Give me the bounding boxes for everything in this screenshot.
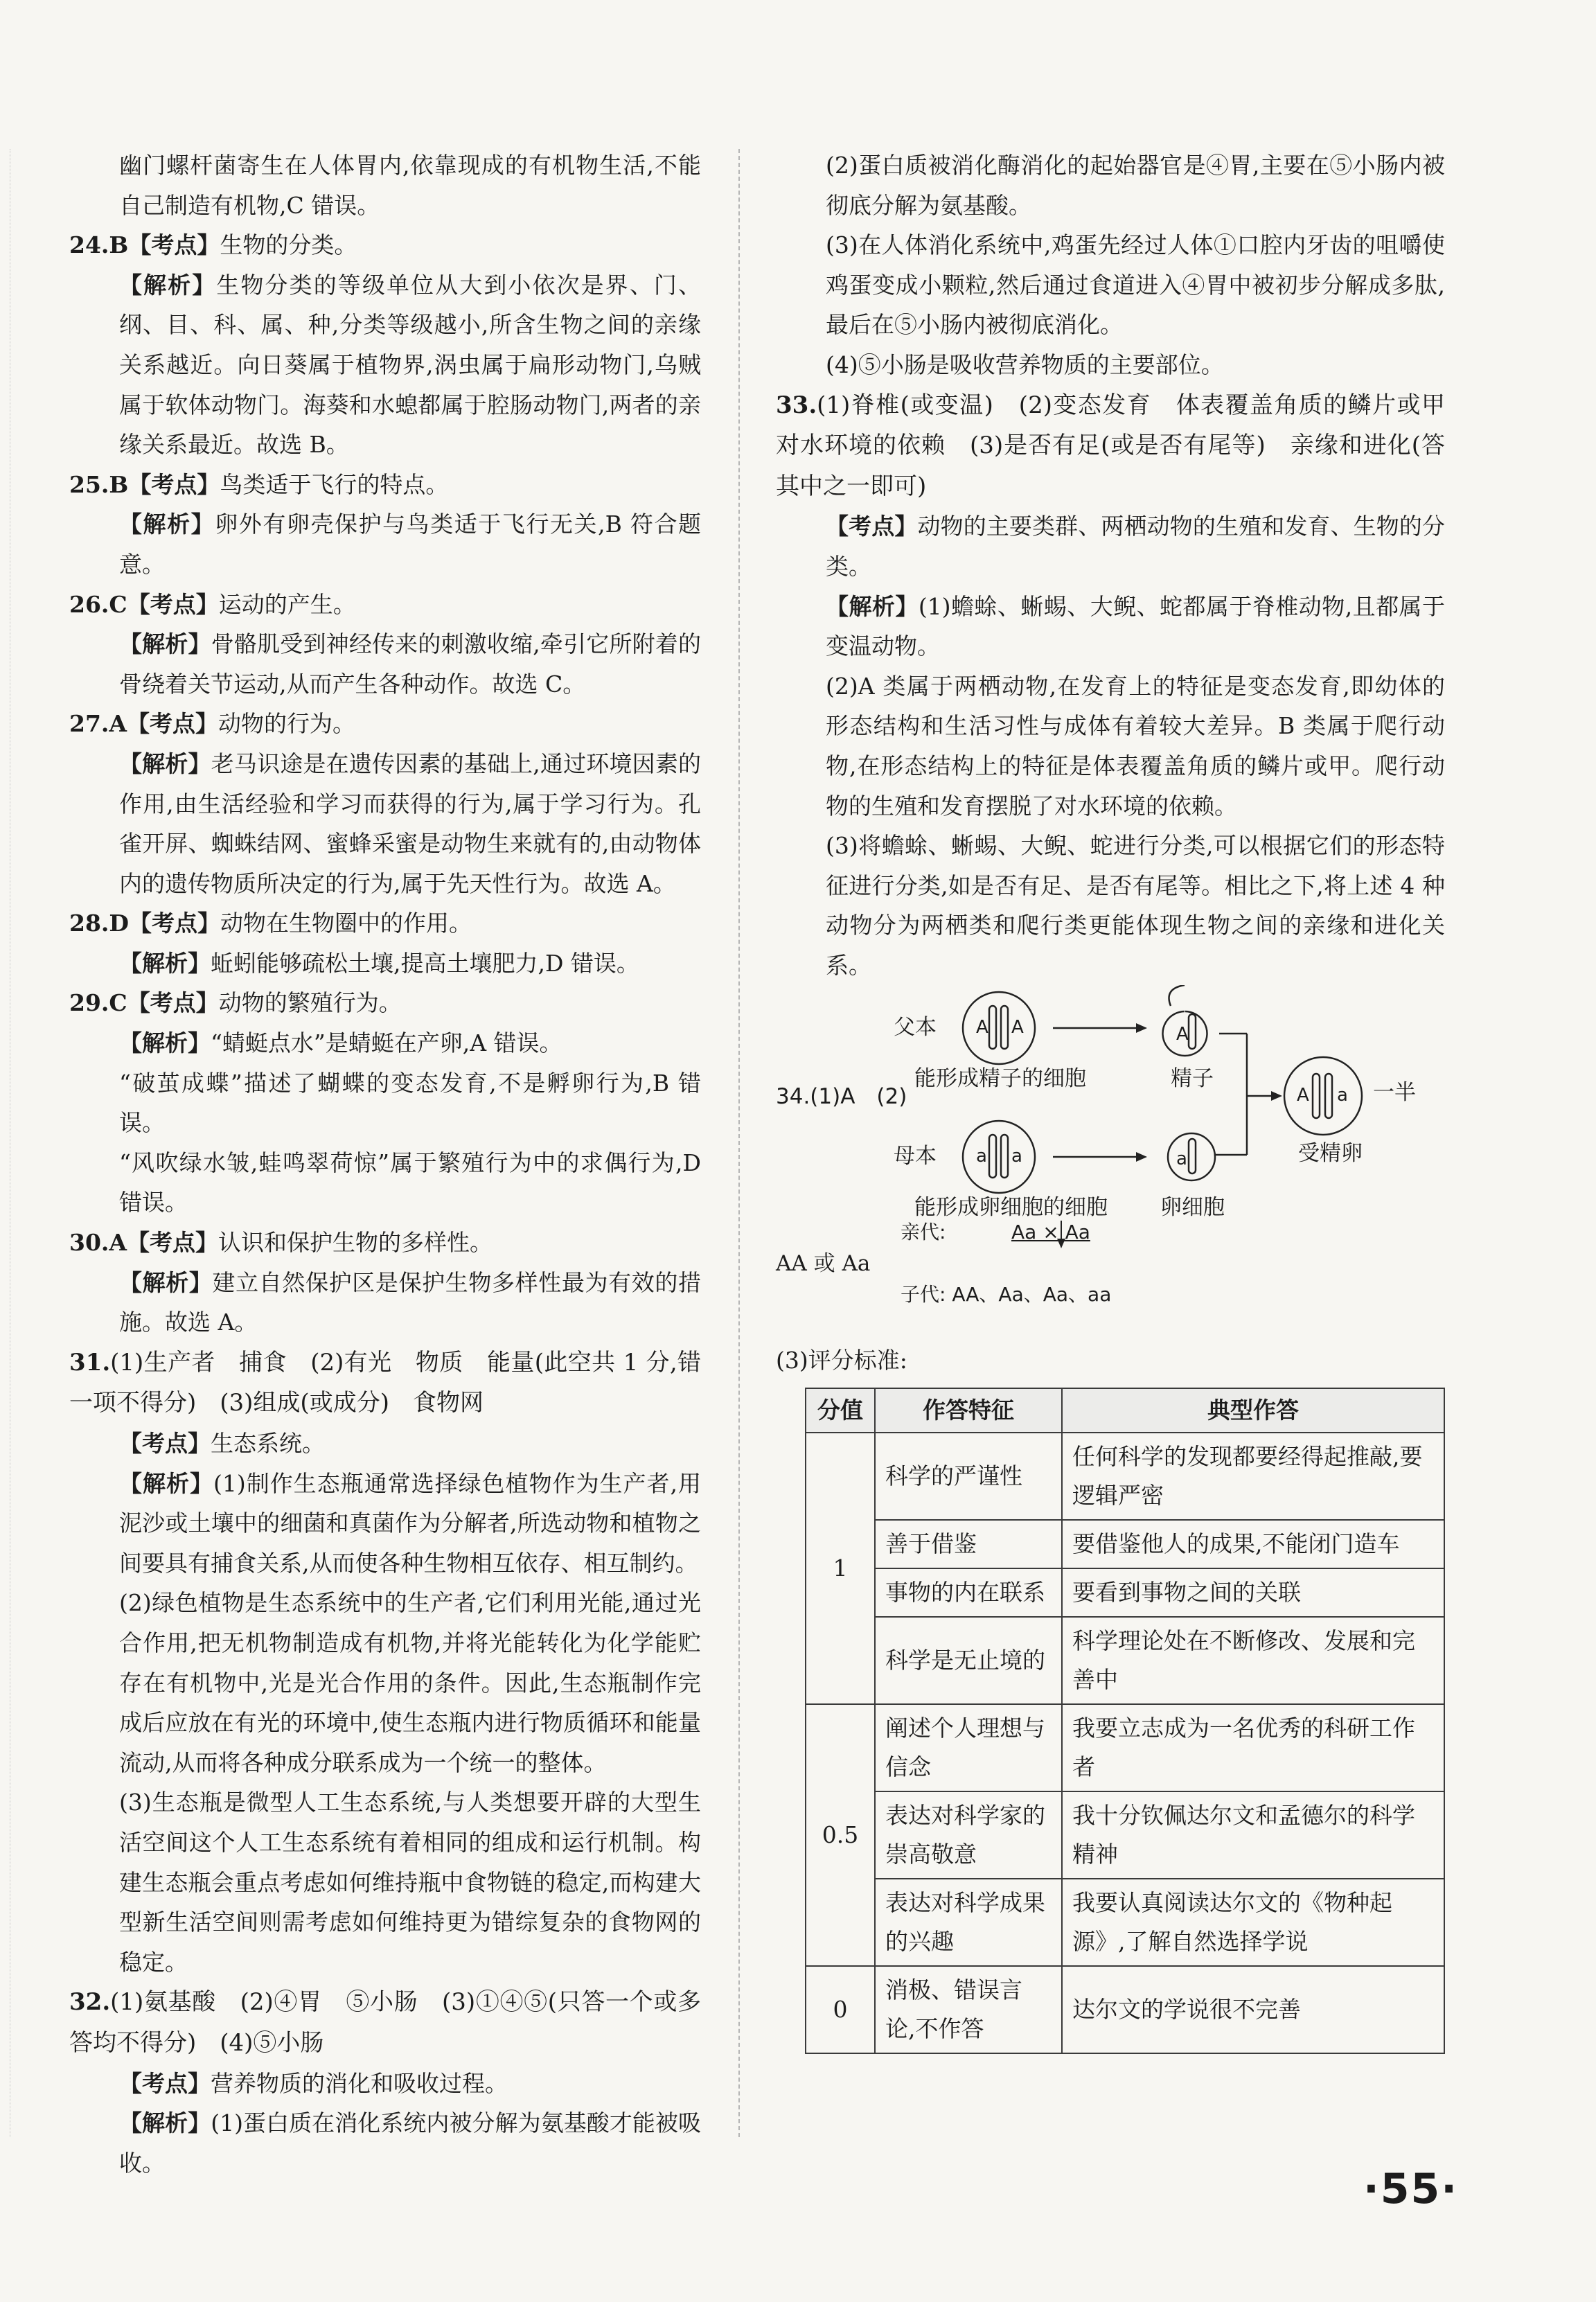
paragraph-text: 鸟类适于飞行的特点。 (220, 470, 449, 498)
paragraph (776, 225, 1445, 345)
question-number: 29.C (69, 989, 127, 1017)
paragraph-text: 动物的主要类群、两栖动物的生殖和发育、生物的分类。 (826, 513, 1446, 580)
paragraph-text: (1)蟾蜍、蜥蜴、大鲵、蛇都属于脊椎动物,且都属于变温动物。 (826, 592, 1446, 660)
mother-chromosome-right (1001, 1135, 1008, 1178)
jiexi-tag: 【解析】 (119, 949, 211, 977)
egg-cell-label: 能形成卵细胞的细胞 (914, 1195, 1108, 1221)
jiexi-tag: 【解析】 (119, 1268, 213, 1296)
paragraph-text: 认识和保护生物的多样性。 (218, 1229, 493, 1257)
example-cell: 我十分钦佩达尔文和孟德尔的科学精神 (1062, 1791, 1444, 1879)
table-row (806, 1433, 1444, 1520)
jiexi-tag: 【解析】 (119, 511, 215, 538)
paragraph-text: 蚯蚓能够疏松土壤,提高土壤肥力,D 错误。 (211, 949, 639, 977)
example-cell: 要看到事物之间的关联 (1062, 1568, 1444, 1617)
sperm-chromosome (1189, 1014, 1196, 1049)
feature-cell: 表达对科学家的崇高敬意 (875, 1791, 1062, 1879)
kaodian-tag: 【考点】 (119, 1430, 211, 1457)
father-chromosome-left (989, 1006, 996, 1049)
kaodian-tag: 【考点】 (127, 1229, 219, 1257)
paragraph (69, 1343, 701, 1424)
paragraph-text: 动物的行为。 (218, 710, 356, 738)
paragraph-text: “风吹绿水皱,蛙鸣翠荷惊”属于繁殖行为中的求偶行为,D 错误。 (119, 1149, 701, 1216)
paragraph-text: (2)A 类属于两栖动物,在发育上的特征是变态发育,即幼体的形态结构和生活习性与成体有着较大差异。B 类属于爬行动物,在形态结构上的特征是体表覆盖角质的鳞片或甲。爬行动物的生殖和发育摆脱了对水环境的依赖。 (826, 672, 1445, 820)
father-label: 父本 (894, 1015, 937, 1041)
question-number: 31. (69, 1348, 111, 1376)
paragraph-text: (1)蛋白质在消化系统内被分解为氨基酸才能被吸收。 (119, 2109, 702, 2177)
zygote-shape (1284, 1057, 1362, 1135)
example-cell: 我要认真阅读达尔文的《物种起源》,了解自然选择学说 (1062, 1879, 1444, 1966)
paragraph (776, 145, 1445, 225)
kaodian-tag: 【考点】 (127, 989, 219, 1017)
feature-cell: 阐述个人理想与信念 (875, 1704, 1062, 1791)
paragraph (776, 587, 1445, 666)
paragraph (69, 1424, 701, 1464)
paragraph (69, 2064, 701, 2104)
paragraph (69, 465, 701, 505)
egg-label: 卵细胞 (1160, 1195, 1225, 1221)
paragraph (69, 1782, 701, 1982)
paragraph-text: (3)将蟾蜍、蜥蜴、大鲵、蛇进行分类,可以根据它们的形态特征进行分类,如是否有足、是否有尾等。相比之下,将上述 4 种动物分为两栖类和爬行类更能体现生物之间的亲缘和进化关系。 (826, 832, 1445, 979)
kaodian-tag: 【考点】 (128, 231, 220, 259)
half-label: 一半 (1373, 1080, 1416, 1106)
paragraph (69, 504, 701, 584)
feature-cell: 科学的严谨性 (875, 1433, 1062, 1520)
paragraph-text: (2)绿色植物是生态系统中的生产者,它们利用光能,通过光合作用,把无机物制造成有机物,并将光能转化为化学能贮存在有机物中,光是光合作用的条件。因此,生态瓶制作完成后应放在有光的环境中,使生态瓶内进行物质循环和能量流动,从而将各种成分联系成为一个统一的整体。 (119, 1589, 701, 1776)
table-header: 分值 (806, 1388, 875, 1433)
question-number: 27.A (69, 710, 127, 738)
sperm-cell-label: 能形成精子的细胞 (914, 1066, 1086, 1092)
kaodian-tag: 【考点】 (128, 470, 220, 498)
q34-answer3: AA 或 Aa (776, 1251, 871, 1277)
zygote-arrow-head (1271, 1091, 1282, 1101)
paragraph (69, 1143, 701, 1223)
example-cell: 任何科学的发现都要经得起推敲,要逻辑严密 (1062, 1433, 1444, 1520)
zygote-chromosome-right (1325, 1074, 1332, 1118)
score-value-cell: 1 (806, 1433, 875, 1704)
table-header: 典型作答 (1062, 1388, 1444, 1433)
right-column (776, 145, 1469, 2054)
score-value-cell: 0 (806, 1966, 875, 2053)
paragraph (69, 1023, 701, 1063)
genetics-diagram-svg (776, 985, 1445, 1259)
table-row (806, 1791, 1444, 1879)
scoring-title: (3)评分标准: (776, 1347, 907, 1374)
answer-text: (1)生产者 捕食 (2)有光 物质 能量(此空共 1 分,错一项不得分) (3)组成(或成分) 食物网 (69, 1348, 701, 1417)
left-column (69, 145, 701, 2183)
mother-gene-left: a (976, 1146, 987, 1167)
paragraph-text: 运动的产生。 (218, 590, 356, 618)
kaodian-tag: 【考点】 (826, 513, 918, 540)
example-cell: 达尔文的学说很不完善 (1062, 1966, 1444, 2053)
paragraph-text: (2)蛋白质被消化酶消化的起始器官是④胃,主要在⑤小肠内被彻底分解为氨基酸。 (826, 152, 1445, 219)
feature-cell: 科学是无止境的 (875, 1617, 1062, 1704)
paragraph-text: “破茧成蝶”描述了蝴蝶的变态发育,不是孵卵行为,B 错误。 (119, 1069, 701, 1137)
zygote-chromosome-left (1313, 1074, 1320, 1118)
table-row (806, 1617, 1444, 1704)
jiexi-tag: 【解析】 (119, 1029, 211, 1057)
table-row (806, 1966, 1444, 2053)
egg-gene: a (1176, 1149, 1187, 1170)
mother-chromosome-left (989, 1135, 996, 1178)
paragraph-text: (3)生态瓶是微型人工生态系统,与人类想要开辟的大型生活空间这个人工生态系统有着相同的组成和运行机制。构建生态瓶会重点考虑如何维持瓶中食物链的稳定,而构建大型新生活空间则需考虑如何维持更为错综复杂的食物网的稳定。 (119, 1789, 701, 1976)
paragraph (69, 1583, 701, 1782)
answer-text: (1)氨基酸 (2)④胃 ⑤小肠 (3)①④⑤(只答一个或多答均不得分) (4)⑤小肠 (69, 1988, 701, 2057)
paragraph (69, 585, 701, 625)
paragraph-text: 营养物质的消化和吸收过程。 (211, 2069, 508, 2097)
paragraph (69, 225, 701, 265)
paragraph (69, 903, 701, 944)
paragraph-text: 生态系统。 (211, 1430, 325, 1457)
zygote-label: 受精卵 (1298, 1141, 1363, 1167)
mother-cell-shape (963, 1121, 1035, 1193)
feature-cell: 表达对科学成果的兴趣 (875, 1879, 1062, 1966)
paragraph (69, 145, 701, 225)
genetics-diagram (776, 985, 1445, 1259)
father-gene-right: A (1011, 1017, 1024, 1038)
father-arrow-head (1136, 1023, 1147, 1033)
question-number: 32. (69, 1988, 111, 2017)
paragraph-text: 动物在生物圈中的作用。 (220, 910, 472, 937)
sperm-shape (1163, 985, 1207, 1056)
paragraph (69, 1263, 701, 1343)
table-row (806, 1704, 1444, 1791)
egg-chromosome (1189, 1139, 1196, 1174)
example-cell: 我要立志成为一名优秀的科研工作者 (1062, 1704, 1444, 1791)
paragraph-text: 动物的繁殖行为。 (218, 989, 402, 1017)
paragraph (69, 265, 701, 465)
zygote-gene-left: A (1297, 1085, 1309, 1106)
paragraph (776, 666, 1445, 826)
table-header: 作答特征 (875, 1388, 1062, 1433)
paragraph-text: (4)⑤小肠是吸收营养物质的主要部位。 (826, 351, 1224, 378)
feature-cell: 善于借鉴 (875, 1520, 1062, 1568)
paragraph (69, 1982, 701, 2063)
father-gene-left: A (976, 1017, 988, 1038)
paragraph-text: (3)在人体消化系统中,鸡蛋先经过人体①口腔内牙齿的咀嚼使鸡蛋变成小颗粒,然后通过食道进入④胃中被初步分解成多肽,最后在⑤小肠内被彻底消化。 (826, 231, 1445, 339)
q34-lead: 34.(1)A (2) (776, 1084, 907, 1110)
table-row (806, 1879, 1444, 1966)
jiexi-tag: 【解析】 (119, 750, 211, 777)
paragraph (69, 1464, 701, 1584)
scoring-table (805, 1388, 1445, 2054)
paragraph-text: 老马识途是在遗传因素的基础上,通过环境因素的作用,由生活经验和学习而获得的行为,属于学习行为。孔雀开屏、蜘蛛结网、蜜蜂采蜜是动物生来就有的,由动物体内的遗传物质所决定的行为,属于先天性行为。故选 A。 (119, 750, 702, 897)
question-number: 28.D (69, 910, 130, 937)
jiexi-tag: 【解析】 (826, 592, 919, 620)
paragraph-text: 建立自然保护区是保护生物多样性最为有效的措施。故选 A。 (119, 1268, 701, 1336)
right-text-top (776, 145, 1469, 985)
paragraph-text: 卵外有卵壳保护与鸟类适于飞行无关,B 符合题意。 (119, 511, 702, 578)
kaodian-tag: 【考点】 (127, 590, 219, 618)
kaodian-tag: 【考点】 (127, 710, 219, 738)
question-number: 25.B (69, 470, 129, 498)
offspring-line: 子代: AA、Aa、Aa、aa (901, 1283, 1112, 1307)
paragraph-text: 生物的分类。 (220, 231, 357, 259)
mother-label: 母本 (894, 1144, 937, 1169)
paragraph-text: (1)制作生态瓶通常选择绿色植物作为生产者,用泥沙或土壤中的细菌和真菌作为分解者,所选动物和植物之间要具有捕食关系,从而使各种生物相互依存、相互制约。 (119, 1469, 702, 1577)
paragraph (69, 983, 701, 1023)
paragraph (69, 1063, 701, 1143)
parent-gen-label: 亲代: (901, 1221, 946, 1244)
paragraph (69, 744, 701, 903)
jiexi-tag: 【解析】 (119, 1469, 213, 1497)
answer-text: (1)脊椎(或变温) (2)变态发育 体表覆盖角质的鳞片或甲 对水环境的依赖 (3)是否有足(或是否有尾等) 亲缘和进化(答其中之一即可) (776, 391, 1469, 500)
sperm-gene: A (1176, 1024, 1189, 1045)
paragraph (776, 385, 1469, 507)
sperm-label: 精子 (1171, 1066, 1214, 1092)
score-value-cell: 0.5 (806, 1704, 875, 1966)
paragraph (776, 506, 1445, 586)
paragraph (776, 345, 1445, 385)
table-row (806, 1520, 1444, 1568)
question-number: 33. (776, 391, 817, 419)
jiexi-tag: 【解析】 (119, 271, 217, 299)
father-chromosome-right (1001, 1006, 1008, 1049)
question-number: 26.C (69, 590, 127, 618)
paragraph (69, 624, 701, 704)
feature-cell: 事物的内在联系 (875, 1568, 1062, 1617)
paragraph-text: “蜻蜓点水”是蜻蜓在产卵,A 错误。 (211, 1029, 562, 1057)
paragraph-text: 幽门螺杆菌寄生在人体胃内,依靠现成的有机物生活,不能自己制造有机物,C 错误。 (119, 152, 701, 219)
question-number: 24.B (69, 231, 129, 259)
kaodian-tag: 【考点】 (129, 910, 221, 937)
paragraph (69, 1223, 701, 1263)
mother-gene-right: a (1011, 1146, 1022, 1167)
column-divider (738, 149, 740, 2137)
table-row (806, 1568, 1444, 1617)
jiexi-tag: 【解析】 (119, 2109, 211, 2137)
paragraph (69, 2103, 701, 2183)
cross-notation (776, 1221, 1445, 1340)
paragraph-text: 骨骼肌受到神经传来的刺激收缩,牵引它所附着的骨绕着关节运动,从而产生各种动作。故选 C。 (119, 630, 702, 698)
example-cell: 科学理论处在不断修改、发展和完善中 (1062, 1617, 1444, 1704)
parent-cross: Aa × Aa (1011, 1221, 1090, 1244)
paragraph (69, 944, 701, 984)
paragraph (776, 826, 1445, 985)
paragraph (69, 704, 701, 744)
page-number: ·55· (1363, 2165, 1459, 2213)
question-number: 30.A (69, 1229, 127, 1257)
paragraph-text: 生物分类的等级单位从大到小依次是界、门、纲、目、科、属、种,分类等级越小,所含生物之间的亲缘关系越近。向日葵属于植物界,涡虫属于扁形动物门,乌贼属于软体动物门。海葵和水螅都属于腔肠动物门,两者的亲缘关系最近。故选 B。 (119, 271, 702, 459)
jiexi-tag: 【解析】 (119, 630, 211, 658)
example-cell: 要借鉴他人的成果,不能闭门造车 (1062, 1520, 1444, 1568)
table-header-row (806, 1388, 1444, 1433)
mother-arrow-head (1136, 1152, 1147, 1162)
father-cell-shape (963, 992, 1035, 1064)
feature-cell: 消极、错误言论,不作答 (875, 1966, 1062, 2053)
table-body (806, 1433, 1444, 2053)
kaodian-tag: 【考点】 (119, 2069, 211, 2097)
zygote-gene-right: a (1337, 1085, 1348, 1106)
